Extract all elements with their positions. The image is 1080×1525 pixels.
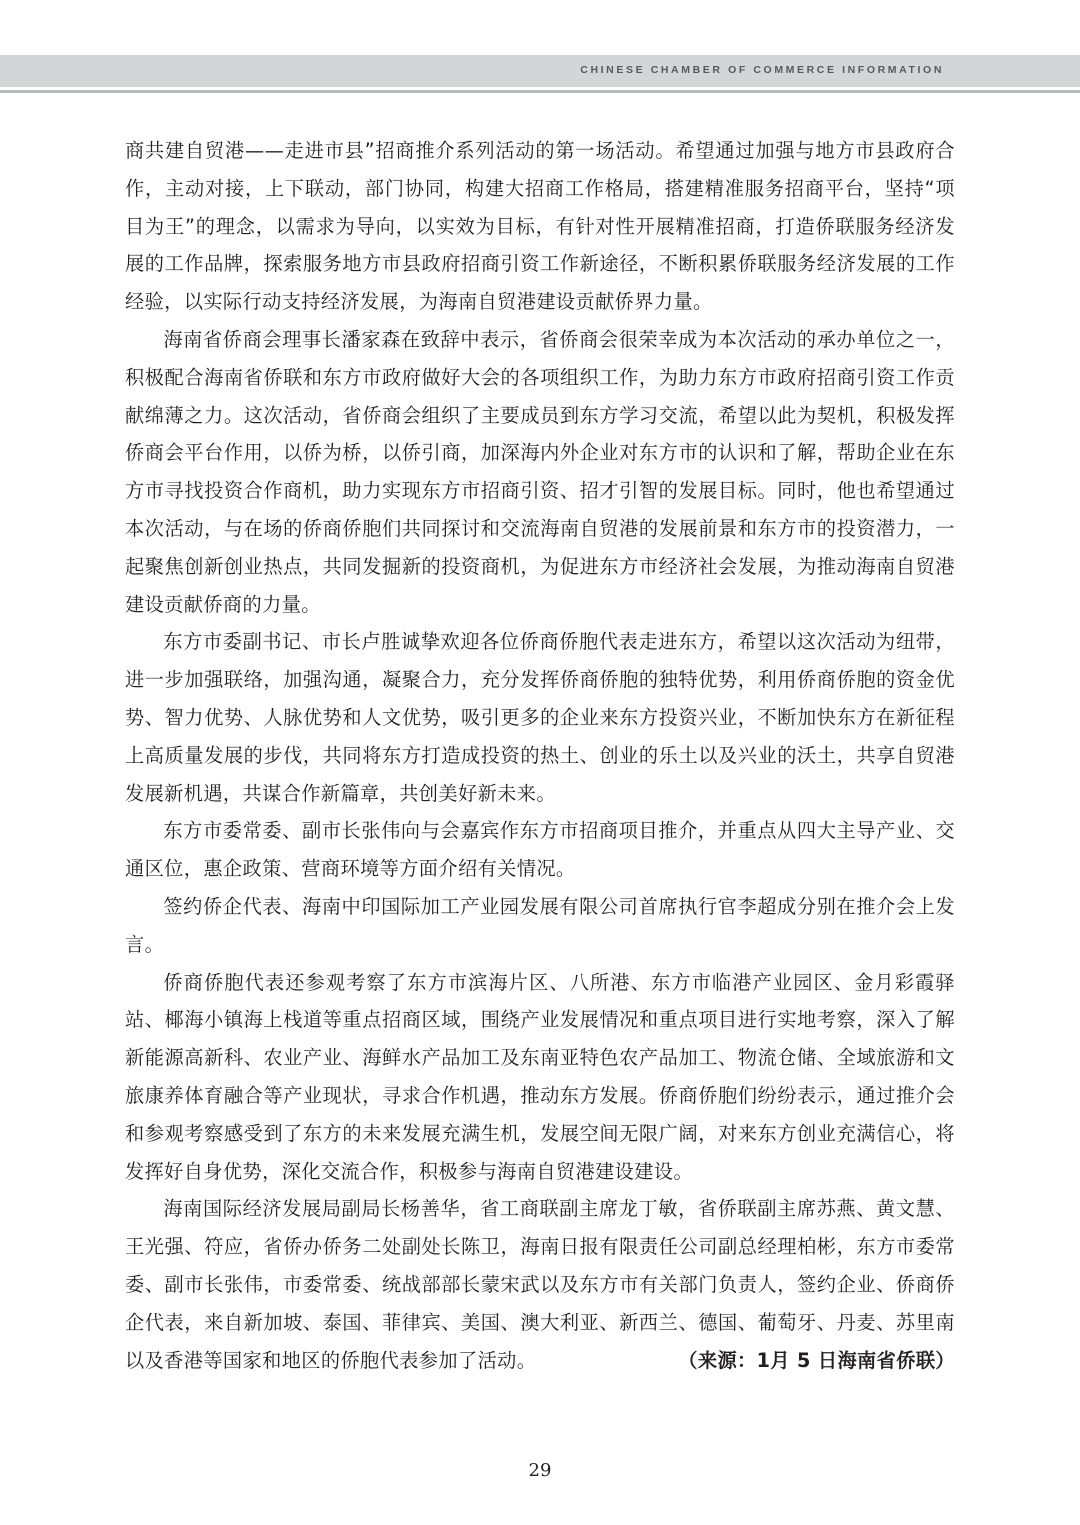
paragraph-text: 海南国际经济发展局副局长杨善华，省工商联副主席龙丁敏，省侨联副主席苏燕、黄文慧、王光强、符应，省侨办侨务二处副处长陈卫，海南日报有限责任公司副总经理柏彬，东方市委常委、副市长张伟，市委常委、统战部部长蒙宋武以及东方市有关部门负责人，签约企业、侨商侨企代表，来自新加坡、泰国、菲律宾、美国、澳大利亚、新西兰、德国、葡萄牙、丹麦、苏里南以及香港等国家和地区的侨胞代表参加了活动。: [125, 1197, 955, 1372]
paragraph-text: 签约侨企代表、海南中印国际加工产业园发展有限公司首席执行官李超成分别在推介会上发言。: [125, 894, 955, 956]
running-header-band: [0, 55, 1080, 87]
header-divider: [0, 90, 1080, 93]
paragraph-text: 东方市委副书记、市长卢胜诚挚欢迎各位侨商侨胞代表走进东方，希望以这次活动为纽带，进一步加强联络，加强沟通，凝聚合力，充分发挥侨商侨胞的独特优势，利用侨商侨胞的资金优势、智力优势、人脉优势和人文优势，吸引更多的企业来东方投资兴业，不断加快东方在新征程上高质量发展的步伐，共同将东方打造成投资的热土、创业的乐土以及兴业的沃土，共享自贸港发展新机遇，共谋合作新篇章，共创美好新未来。: [125, 630, 955, 805]
paragraph-text: 商共建自贸港——走进市县”招商推介系列活动的第一场活动。希望通过加强与地方市县政府合作，主动对接，上下联动，部门协同，构建大招商工作格局，搭建精准服务招商平台，坚持“项目为王”的理念，以需求为导向，以实效为目标，有针对性开展精准招商，打造侨联服务经济发展的工作品牌，探索服务地方市县政府招商引资工作新途径，不断积累侨联服务经济发展的工作经验，以实际行动支持经济发展，为海南自贸港建设贡献侨界力量。: [125, 139, 955, 314]
running-header-title: CHINESE CHAMBER OF COMMERCE INFORMATION: [580, 64, 944, 76]
paragraph-text: 东方市委常委、副市长张伟向与会嘉宾作东方市招商项目推介，并重点从四大主导产业、交通区位，惠企政策、营商环境等方面介绍有关情况。: [125, 819, 955, 881]
paragraph-text: 侨商侨胞代表还参观考察了东方市滨海片区、八所港、东方市临港产业园区、金月彩霞驿站、椰海小镇海上栈道等重点招商区域，围绕产业发展情况和重点项目进行实地考察，深入了解新能源高新科、农业产业、海鲜水产品加工及东南亚特色农产品加工、物流仓储、全域旅游和文旅康养体育融合等产业现状，寻求合作机遇，推动东方发展。侨商侨胞们纷纷表示，通过推介会和参观考察感受到了东方的未来发展充满生机，发展空间无限广阔，对来东方创业充满信心，将发挥好自身优势，深化交流合作，积极参与海南自贸港建设建设。: [125, 970, 955, 1183]
page-number: 29: [528, 1460, 552, 1481]
paragraph-1: [125, 132, 955, 321]
paragraph-2: [125, 321, 955, 623]
paragraph-text: 海南省侨商会理事长潘家森在致辞中表示，省侨商会很荣幸成为本次活动的承办单位之一，积极配合海南省侨联和东方市政府做好大会的各项组织工作，为助力东方市政府招商引资工作贡献绵薄之力。这次活动，省侨商会组织了主要成员到东方学习交流，希望以此为契机，积极发挥侨商会平台作用，以侨为桥，以侨引商，加深海内外企业对东方市的认识和了解，帮助企业在东方市寻找投资合作商机，助力实现东方市招商引资、招才引智的发展目标。同时，他也希望通过本次活动，与在场的侨商侨胞们共同探讨和交流海南自贸港的发展前景和东方市的投资潜力，一起聚焦创新创业热点，共同发掘新的投资商机，为促进东方市经济社会发展，为推动海南自贸港建设贡献侨商的力量。: [125, 327, 955, 616]
paragraph-6: [125, 964, 955, 1191]
paragraph-4: [125, 812, 955, 888]
paragraph-7: [125, 1190, 955, 1379]
paragraph-3: [125, 623, 955, 812]
paragraph-5: [125, 888, 955, 964]
article-body: [125, 132, 955, 1379]
source-note: （来源：1月 5 日海南省侨联）: [678, 1348, 955, 1372]
